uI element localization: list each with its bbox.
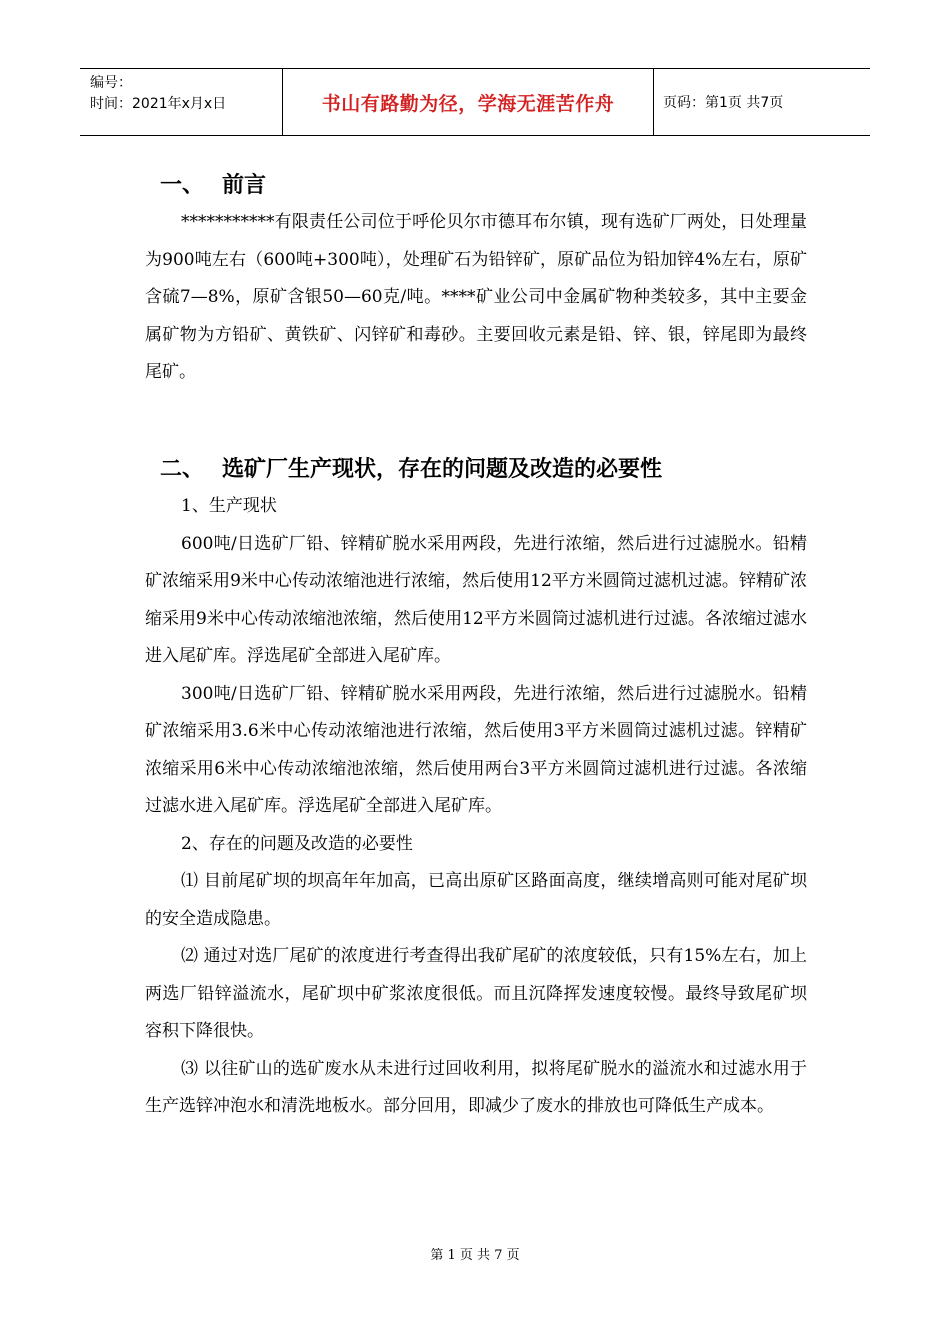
- paragraph-problem-2: ⑵ 通过对选厂尾矿的浓度进行考查得出我矿尾矿的浓度较低，只有15%左右，加上两选厂铅锌溢流水，尾矿坝中矿浆浓度很低。而且沉降挥发速度较慢。最终导致尾矿坝容积下降很快。: [145, 946, 807, 1041]
- code-label: 编号：: [90, 75, 132, 91]
- section-1-heading: [160, 168, 266, 204]
- section-2-title: 选矿厂生产现状，存在的问题及改造的必要性: [222, 457, 663, 482]
- page-footer: 第 1 页 共 7 页: [430, 1248, 520, 1263]
- subheading-production-status: 1、生产现状: [181, 496, 277, 516]
- section-1-number: 一、: [160, 173, 205, 198]
- section-2-number: 二、: [160, 457, 205, 482]
- section-2-body: [145, 488, 807, 1126]
- header-meta: [90, 73, 280, 115]
- paragraph-problem-1: ⑴ 目前尾矿坝的坝高年年加高，已高出原矿区路面高度，继续增高则可能对尾矿坝的安全造成隐患。: [145, 871, 807, 929]
- paragraph-300t-plant: 300吨/日选矿厂铅、锌精矿脱水采用两段，先进行浓缩，然后进行过滤脱水。铅精矿浓缩采用3.6米中心传动浓缩池进行浓缩，然后使用3平方米圆筒过滤机过滤。锌精矿浓缩采用6米中心传动浓缩池浓缩，然后使用两台3平方米圆筒过滤机进行过滤。各浓缩过滤水进入尾矿库。浮选尾矿全部进入尾矿库。: [145, 683, 807, 816]
- document-header: [80, 68, 870, 136]
- section-1-body: [145, 204, 807, 392]
- subheading-problems: 2、存在的问题及改造的必要性: [181, 833, 413, 854]
- time-label: 时间：2021年x月x日: [90, 96, 227, 112]
- header-motto: 书山有路勤为径，学海无涯苦作舟: [321, 92, 615, 115]
- section-2-heading: [160, 452, 662, 488]
- paragraph-problem-3: ⑶ 以往矿山的选矿废水从未进行过回收利用，拟将尾矿脱水的溢流水和过滤水用于生产选锌冲泡水和清洗地板水。部分回用，即减少了废水的排放也可降低生产成本。: [145, 1058, 807, 1116]
- section-1-title: 前言: [222, 173, 267, 198]
- header-page-info: 页码：第1页 共7页: [663, 95, 784, 111]
- header-divider-2: [653, 69, 654, 135]
- paragraph-600t-plant: 600吨/日选矿厂铅、锌精矿脱水采用两段，先进行浓缩，然后进行过滤脱水。铅精矿浓缩采用9米中心传动浓缩池进行浓缩，然后使用12平方米圆筒过滤机过滤。锌精矿浓缩采用9米中心传动浓缩池浓缩，然后使用12平方米圆筒过滤机进行过滤。各浓缩过滤水进入尾矿库。浮选尾矿全部进入尾矿库。: [145, 533, 807, 666]
- section-1-paragraph: ***********有限责任公司位于呼伦贝尔市德耳布尔镇，现有选矿厂两处，日处理量为900吨左右（600吨+300吨），处理矿石为铅锌矿，原矿品位为铅加锌4%左右，原矿含硫7—8%，原矿含银50—60克/吨。****矿业公司中金属矿物种类较多，其中主要金属矿物为方铅矿、黄铁矿、闪锌矿和毒砂。主要回收元素是铅、锌、银，锌尾即为最终尾矿。: [145, 212, 807, 382]
